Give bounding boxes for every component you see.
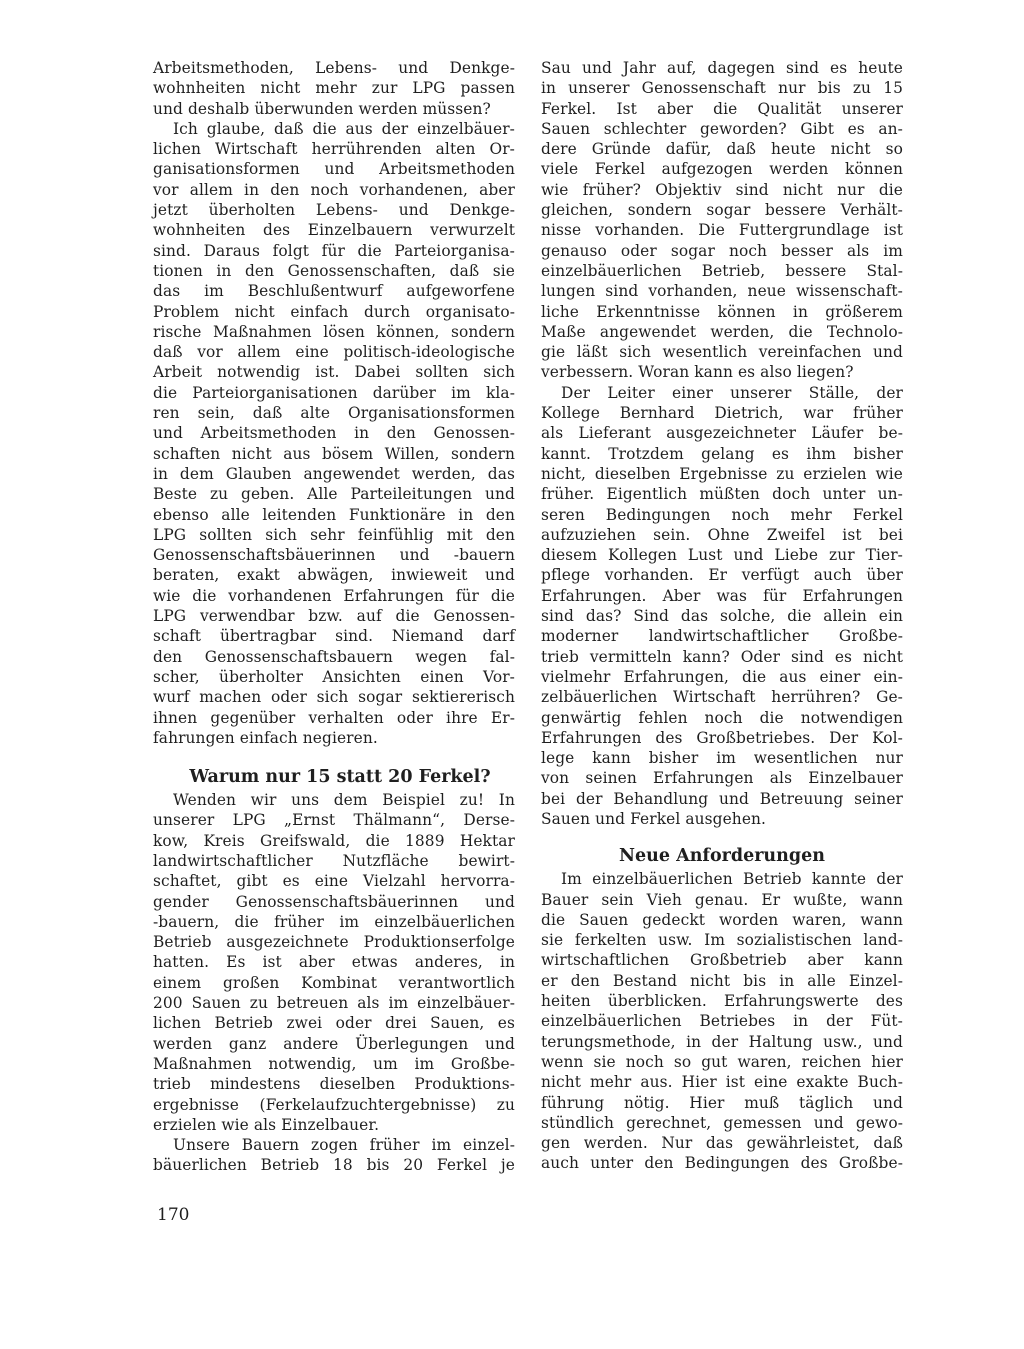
text-line: schaftet, gibt es eine Vielzahl hervorra- bbox=[153, 872, 515, 891]
text-line: Arbeitsmethoden, Lebens- und Denkge- bbox=[153, 59, 515, 77]
text-line: bäuerlichen Betrieb 18 bis 20 Ferkel je bbox=[153, 1156, 515, 1175]
text-line: bei der Behandlung und Betreuung seiner bbox=[541, 789, 903, 808]
text-line: von seinen Erfahrungen als Einzelbauer bbox=[541, 769, 903, 788]
text-line: sind. Daraus folgt für die Parteiorganisa- bbox=[153, 241, 515, 260]
text-line: moderner landwirtschaftlicher Großbe- bbox=[541, 627, 903, 646]
text-line: fahrungen einfach negieren. bbox=[153, 728, 378, 747]
text-line: wurf machen oder sich sogar sektiererisch bbox=[153, 688, 515, 707]
page-number: 170 bbox=[157, 1205, 190, 1225]
text-line: daß vor allem eine politisch-ideologische bbox=[153, 343, 515, 362]
text-line: einzelbäuerlichen Betrieb, bessere Stal- bbox=[541, 261, 903, 280]
text-line: ebenso alle leitenden Funktionäre in den bbox=[153, 505, 515, 524]
text-line: kow, Kreis Greifswald, die 1889 Hektar bbox=[153, 831, 515, 850]
text-line: schaft übertragbar sind. Niemand darf bbox=[153, 627, 515, 646]
text-line: stündlich gerechnet, gemessen und gewo- bbox=[541, 1113, 903, 1132]
text-line: heiten überblicken. Erfahrungswerte des bbox=[541, 992, 903, 1011]
text-line: sie ferkelten usw. Im sozialistischen land- bbox=[541, 931, 903, 950]
text-line: nicht mehr aus. Hier ist eine exakte Buch- bbox=[541, 1073, 903, 1092]
text-line: und deshalb überwunden werden müssen? bbox=[153, 99, 491, 118]
text-line: zelbäuerlichen Wirtschaft herrühren? Ge- bbox=[541, 688, 903, 707]
text-line: einzelbäuerlichen Betriebes in der Füt- bbox=[541, 1012, 903, 1031]
text-line: die Parteiorganisationen darüber im kla- bbox=[153, 383, 515, 402]
text-line: Problem nicht einfach durch organisato- bbox=[153, 302, 515, 321]
text-line: nicht, dieselben Ergebnisse zu erzielen wie bbox=[541, 464, 903, 483]
text-line: landwirtschaftlicher Nutzfläche bewirt- bbox=[153, 851, 515, 870]
text-line: Der Leiter einer unserer Ställe, der bbox=[561, 383, 903, 402]
right-paragraphs-2 bbox=[541, 869, 903, 1173]
text-line: rische Maßnahmen lösen können, sondern bbox=[153, 322, 515, 341]
text-line: trieb vermitteln kann? Oder sind es nicht bbox=[541, 647, 903, 666]
text-line: das im Beschlußentwurf aufgeworfene bbox=[153, 282, 515, 301]
text-line: er den Bestand nicht bis in alle Einzel- bbox=[541, 971, 903, 990]
text-line: ihnen gegenüber verhalten oder ihre Er- bbox=[153, 708, 515, 727]
text-line: beraten, exakt abwägen, inwieweit und bbox=[153, 566, 515, 585]
text-line: ren sein, daß alte Organisationsformen bbox=[153, 404, 515, 423]
text-line: wenn sie noch so gut waren, reichen hier bbox=[541, 1052, 903, 1071]
text-line: nisse vorhanden. Die Futtergrundlage ist bbox=[541, 221, 903, 240]
text-line: Genossenschaftsbäuerinnen und -bauern bbox=[153, 546, 515, 565]
text-line: hatten. Es ist aber etwas anderes, in bbox=[153, 953, 515, 972]
text-line: die Sauen gedeckt worden waren, wann bbox=[541, 910, 903, 929]
section-heading-ferkel: Warum nur 15 statt 20 Ferkel? bbox=[189, 767, 491, 788]
text-line: tionen in den Genossenschaften, daß sie bbox=[153, 261, 515, 280]
text-line: gender Genossenschaftsbäuerinnen und bbox=[153, 892, 515, 911]
text-line: genwärtig fehlen noch die notwendigen bbox=[541, 708, 903, 727]
text-line: liche Erkenntnisse können in größerem bbox=[541, 302, 903, 321]
text-line: werden ganz andere Überlegungen und bbox=[153, 1034, 515, 1053]
text-line: als Lieferant ausgezeichneter Läufer be- bbox=[541, 424, 903, 443]
text-line: und Arbeitsmethoden in den Genossen- bbox=[153, 424, 515, 443]
text-line: Bauer sein Vieh genau. Er wußte, wann bbox=[541, 890, 903, 909]
text-line: dere Gründe dafür, daß heute nicht so bbox=[541, 140, 903, 159]
text-line: gleichen, sondern sogar bessere Verhält- bbox=[541, 201, 903, 220]
text-line: ergebnisse (Ferkelaufzuchtergebnisse) zu bbox=[153, 1095, 515, 1114]
text-line: in dem Glauben angewendet werden, das bbox=[153, 464, 515, 483]
text-line: wohnheiten nicht mehr zur LPG passen bbox=[153, 79, 515, 98]
text-line: diesem Kollegen Lust und Liebe zur Tier- bbox=[541, 546, 903, 565]
text-line: terungsmethode, in der Haltung usw., und bbox=[541, 1032, 903, 1051]
text-line: schaften nicht aus bösem Willen, sondern bbox=[153, 444, 515, 463]
right-paragraphs bbox=[541, 58, 903, 829]
text-line: LPG verwendbar bzw. auf die Genossen- bbox=[153, 607, 515, 626]
text-line: lichen Wirtschaft herrührenden alten Or- bbox=[153, 140, 515, 159]
text-line: in unserer Genossenschaft nur bis zu 15 bbox=[541, 79, 903, 98]
text-line: gen werden. Nur das gewährleistet, daß bbox=[541, 1134, 903, 1153]
text-line: Ferkel. Ist aber die Qualität unserer bbox=[541, 99, 903, 118]
text-line: Erfahrungen. Aber was für Erfahrungen bbox=[541, 586, 903, 605]
text-line: wohnheiten des Einzelbauern verwurzelt bbox=[153, 221, 515, 240]
text-line: wie die vorhandenen Erfahrungen für die bbox=[153, 586, 515, 605]
text-line: trieb mindestens dieselben Produktions- bbox=[153, 1075, 515, 1094]
text-line: Sauen schlechter geworden? Gibt es an- bbox=[541, 119, 903, 138]
text-line: Betrieb ausgezeichnete Produktionserfolge bbox=[153, 933, 515, 952]
text-line: Unsere Bauern zogen früher im einzel- bbox=[173, 1136, 515, 1155]
text-line: wirtschaftlichen Großbetrieb aber kann bbox=[541, 951, 903, 970]
text-line: Maßnahmen notwendig, um im Großbe- bbox=[153, 1054, 515, 1073]
right-column bbox=[541, 58, 903, 1174]
text-line: lungen sind vorhanden, neue wissenschaft- bbox=[541, 282, 903, 301]
text-line: Erfahrungen des Großbetriebes. Der Kol- bbox=[541, 728, 903, 747]
text-line: führung nötig. Hier muß täglich und bbox=[541, 1093, 903, 1112]
text-line: genauso oder sogar noch besser als im bbox=[541, 241, 903, 260]
text-line: lege kann bisher im wesentlichen nur bbox=[541, 749, 903, 768]
text-line: ganisationsformen und Arbeitsmethoden bbox=[153, 160, 515, 179]
text-line: vor allem in den noch vorhandenen, aber bbox=[153, 180, 515, 199]
text-line: einem großen Kombinat verantwortlich bbox=[153, 973, 515, 992]
text-line: Kollege Bernhard Dietrich, war früher bbox=[541, 404, 903, 423]
left-paragraphs-2 bbox=[153, 790, 515, 1176]
text-line: den Genossenschaftsbauern wegen fal- bbox=[153, 647, 515, 666]
text-line: viele Ferkel aufgezogen werden können bbox=[541, 160, 903, 179]
text-line: Ich glaube, daß die aus der einzelbäuer- bbox=[173, 119, 515, 138]
text-line: aufzuziehen sein. Ohne Zweifel ist bei bbox=[541, 525, 903, 544]
text-line: LPG sollten sich sehr feinfühlig mit den bbox=[153, 525, 515, 544]
text-line: vielmehr Erfahrungen, die aus einer ein- bbox=[541, 667, 903, 686]
section-heading-anforderungen: Neue Anforderungen bbox=[619, 846, 825, 867]
text-line: scher, überholter Ansichten einen Vor- bbox=[153, 667, 515, 686]
text-line: seren Bedingungen noch mehr Ferkel bbox=[541, 505, 903, 524]
text-line: Wenden wir uns dem Beispiel zu! In bbox=[173, 791, 515, 810]
text-line: auch unter den Bedingungen des Großbe- bbox=[541, 1154, 903, 1173]
text-line: sind das? Sind das solche, die allein ein bbox=[541, 607, 903, 626]
text-line: gie läßt sich wesentlich vereinfachen und bbox=[541, 343, 903, 362]
text-line: Im einzelbäuerlichen Betrieb kannte der bbox=[561, 870, 903, 889]
text-line: erzielen wie als Einzelbauer. bbox=[153, 1115, 380, 1134]
text-line: Beste zu geben. Alle Parteileitungen und bbox=[153, 485, 515, 504]
text-line: Sau und Jahr auf, dagegen sind es heute bbox=[541, 59, 903, 77]
left-paragraphs bbox=[153, 58, 515, 748]
text-line: 200 Sauen zu betreuen als im einzelbäuer- bbox=[153, 994, 515, 1013]
text-line: jetzt überholten Lebens- und Denkge- bbox=[153, 201, 515, 220]
text-line: unserer LPG „Ernst Thälmann“, Derse- bbox=[153, 811, 515, 830]
text-line: pflege vorhanden. Er verfügt auch über bbox=[541, 566, 903, 585]
text-line: lichen Betrieb zwei oder drei Sauen, es bbox=[153, 1014, 515, 1033]
text-line: Sauen und Ferkel ausgehen. bbox=[541, 809, 767, 828]
text-line: verbessern. Woran kann es also liegen? bbox=[541, 363, 854, 382]
text-line: Maße angewendet werden, die Technolo- bbox=[541, 322, 903, 341]
text-line: früher. Eigentlich müßten doch unter un- bbox=[541, 485, 903, 504]
left-column bbox=[153, 58, 515, 1176]
text-line: -bauern, die früher im einzelbäuerlichen bbox=[153, 912, 515, 931]
text-line: wie früher? Objektiv sind nicht nur die bbox=[541, 180, 903, 199]
text-line: kannt. Trotzdem gelang es ihm bisher bbox=[541, 444, 903, 463]
text-line: Arbeit notwendig ist. Dabei sollten sich bbox=[153, 363, 515, 382]
